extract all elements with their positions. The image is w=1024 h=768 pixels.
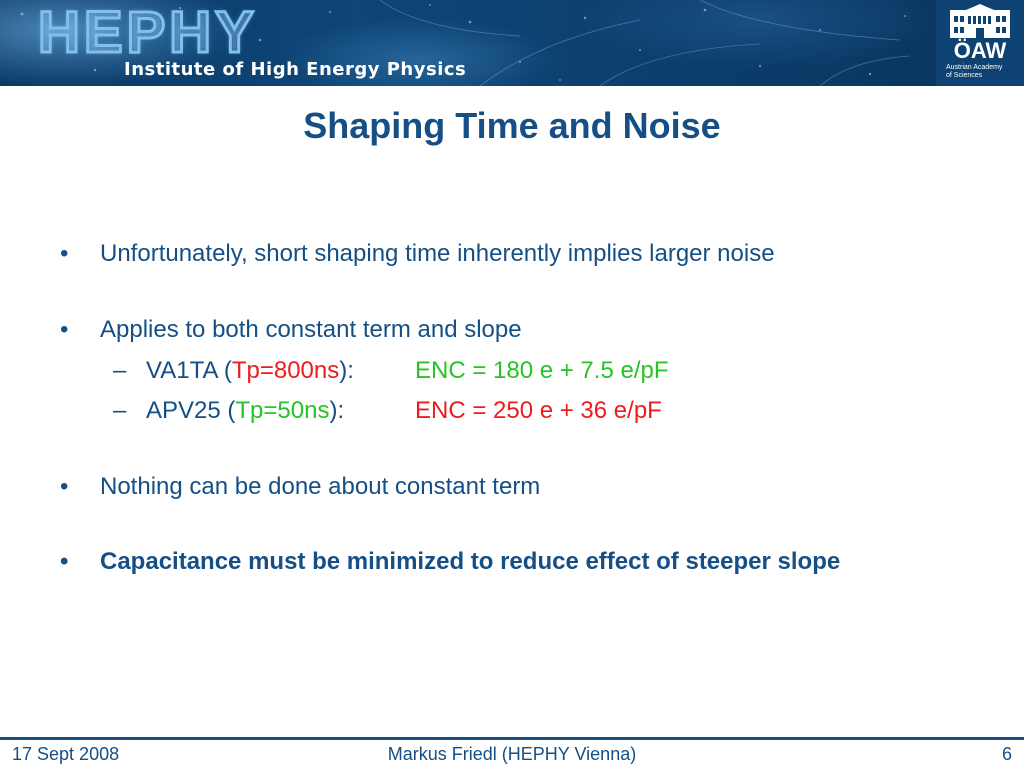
bullet-marker: • (60, 548, 69, 575)
paren-open: ( (220, 397, 236, 424)
institute-name: Institute of High Energy Physics (124, 59, 467, 80)
chip-spec (146, 356, 354, 386)
footer-author: Markus Friedl (HEPHY Vienna) (387, 744, 637, 764)
peaking-time: Tp=50ns (235, 397, 330, 424)
academy-full-name: Austrian Academy of Sciences (946, 64, 1003, 79)
academy-abbreviation: ÖAW (953, 38, 1007, 63)
paren-close: ): (329, 397, 345, 424)
hephy-logo: HEPHY (38, 0, 258, 65)
chip-name: VA1TA (146, 357, 218, 384)
bullet-marker: • (60, 473, 69, 500)
bullet-text: Nothing can be done about constant term (100, 473, 541, 500)
sub-bullet-marker: – (113, 357, 127, 384)
footer-date: 17 Sept 2008 (12, 744, 120, 764)
paren-close: ): (339, 357, 354, 384)
bullet-marker: • (60, 240, 69, 267)
enc-formula: ENC = 180 e + 7.5 e/pF (415, 357, 669, 384)
enc-formula: ENC = 250 e + 36 e/pF (415, 397, 662, 424)
sub-bullet-marker: – (113, 397, 127, 424)
bullet-marker: • (60, 316, 69, 343)
footer-divider (0, 737, 1024, 740)
slide-title: Shaping Time and Noise (303, 105, 721, 146)
peaking-time: Tp=800ns (231, 357, 340, 384)
bullet-text: Applies to both constant term and slope (100, 316, 522, 343)
bullet-text-emphasis: Capacitance must be minimized to reduce effect of steeper slope (100, 548, 841, 575)
bullet-text: Unfortunately, short shaping time inherently implies larger noise (100, 240, 775, 267)
chip-name: APV25 (146, 397, 221, 424)
page-number: 6 (1001, 744, 1012, 764)
paren-open: ( (217, 357, 232, 384)
chip-spec (146, 396, 344, 426)
